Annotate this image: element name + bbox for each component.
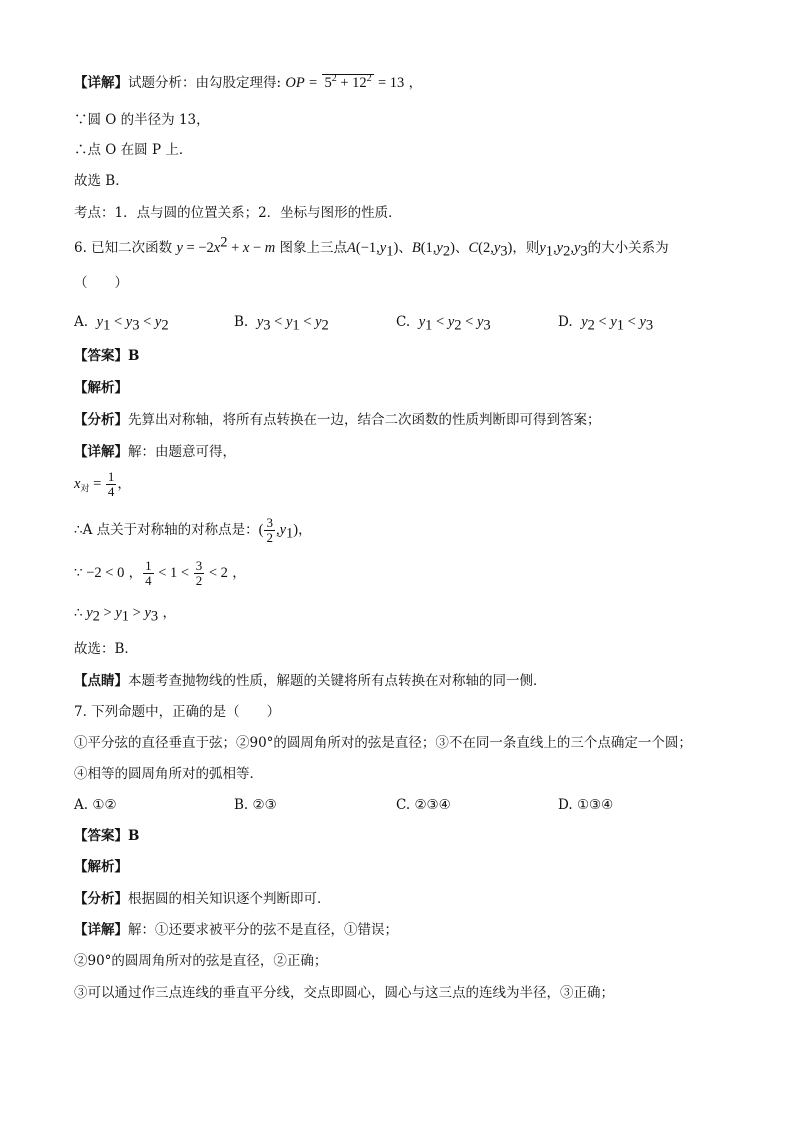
q6-point-a: A [347, 240, 356, 256]
q6-answer: 【答案】B [74, 348, 140, 364]
q7-analysis: 【分析】根据圆的相关知识逐个判断即可． [74, 891, 331, 907]
q7-option-a: A. ①② [74, 797, 117, 813]
q6-paren: （ ） [74, 275, 128, 291]
prev-on-circle: ∴点 O 在圆 P 上． [74, 142, 193, 158]
q7-option-c: C. ②③④ [396, 797, 451, 813]
q7-detail-2: ②90°的圆周角所对的弦是直径，②正确； [74, 953, 328, 969]
q6-point-c: C [468, 240, 479, 256]
q6-choice: 故选：B． [74, 641, 138, 657]
prev-kaodian: 考点：1．点与圆的位置关系；2．坐标与图形的性质． [74, 205, 402, 221]
detail-text: 试题分析：由勾股定理得: [128, 75, 282, 91]
q7-detail-3: ③可以通过作三点连线的垂直平分线，交点即圆心，圆心与这三点的连线为半径，③正确； [74, 985, 614, 1001]
q6-option-a: A. $y_1 < y_3 < y_2$ [74, 314, 169, 334]
q7-option-b: B. ②③ [234, 797, 277, 813]
q6-option-b: B. $y_3 < y_1 < y_2$ [234, 314, 329, 334]
q6-sym-point: ∴A 点关于对称轴的对称点是：( $\frac{3}{2}$ $,y_1$)， [74, 515, 312, 545]
q6-inequality: ∵ −2 < 0 ， $\frac{1}{4}$ < 1 < $\frac{3}{2}$ < 2 ， [74, 558, 246, 588]
q7-detail-1: 【详解】解：①还要求被平分的弦不是直径，①错误； [74, 922, 398, 938]
q6-stem: 6. 已知二次函数 $y = -2x^2 + x - m$ 图象上三点$A(-1,y_1)$、$B(1,y_2)$、$C(2,y_3)$，则$y_1,y_2,y_3$的大小关系为 [74, 234, 669, 260]
prev-radius: ∵圆 O 的半径为 13， [74, 112, 210, 128]
q6-comment: 【点睛】本题考查抛物线的性质，解题的关键将所有点转换在对称轴的同一侧． [74, 673, 547, 689]
prev-detail-line: 【详解】试题分析：由勾股定理得: OP = $5^2 + 12^2 = 13$ ， [74, 73, 423, 91]
q6-jiexi: 【解析】 [74, 380, 128, 396]
q7-props-2: ④相等的圆周角所对的弧相等． [74, 766, 263, 782]
prev-choice: 故选 B． [74, 173, 129, 189]
q7-stem: 7. 下列命题中，正确的是（ ） [74, 704, 281, 720]
detail-label: 【详解】 [74, 75, 128, 91]
q6-option-d: D. $y_2 < y_1 < y_3$ [558, 314, 654, 334]
q7-jiexi: 【解析】 [74, 859, 128, 875]
q6-function: y [176, 240, 183, 256]
q6-conclusion: ∴ $y_2 > y_1 > y_3$ ， [74, 605, 176, 625]
q6-point-b: B [411, 240, 421, 256]
q6-analysis: 【分析】先算出对称轴，将所有点转换在一边，结合二次函数的性质判断即可得到答案； [74, 412, 601, 428]
q6-detail: 【详解】解：由题意可得， [74, 444, 236, 460]
q6-option-c: C. $y_1 < y_2 < y_3$ [396, 314, 491, 334]
q6-axis-eq: $x_对$ = $\frac{1}{4}$ ， [74, 469, 131, 499]
detail-equation: OP [285, 75, 305, 91]
q7-props-1: ①平分弦的直径垂直于弦；②90°的圆周角所对的弦是直径；③不在同一条直线上的三个点确定一个圆； [74, 735, 692, 751]
q7-option-d: D. ①③④ [558, 797, 614, 813]
q7-answer: 【答案】B [74, 828, 140, 844]
